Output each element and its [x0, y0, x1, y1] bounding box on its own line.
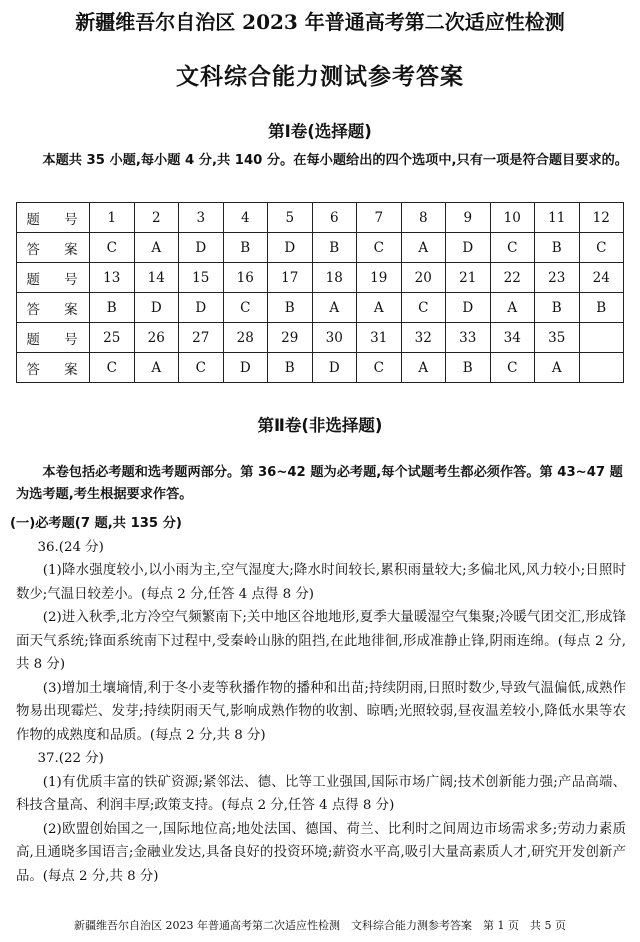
answer-cell: D [134, 293, 179, 323]
answer-table [16, 202, 624, 383]
answer-cell: C [490, 353, 535, 383]
answer-cell: A [535, 353, 580, 383]
answer-row [17, 353, 624, 383]
question-number-cell: 35 [535, 323, 580, 353]
answer-cell: D [446, 293, 491, 323]
document-subtitle: 文科综合能力测试参考答案 [176, 64, 464, 90]
answer-cell: D [312, 353, 357, 383]
question-number-cell: 4 [223, 203, 268, 233]
part2-heading: 第Ⅱ卷(非选择题) [257, 416, 383, 435]
question-number-cell: 1 [90, 203, 135, 233]
answer-cell: B [535, 293, 580, 323]
answer-cell: C [579, 233, 624, 263]
q37-part2: (2)欧盟创始国之一,国际地位高;地处法国、德国、荷兰、比利时之间周边市场需求多;劳动力素质高,且通晓多国语言;金融业发达,具备良好的投资环境;薪资水平高,吸引大量高素质人才,研究开发创新产品。(每点 2 分,共 8 分) [16, 821, 626, 884]
question-number-cell: 11 [535, 203, 580, 233]
answer-cell: C [490, 233, 535, 263]
answer-cell: D [179, 233, 224, 263]
answer-cell: A [134, 233, 179, 263]
question-number-cell: 26 [134, 323, 179, 353]
q37-heading: 37.(22 分) [37, 751, 104, 766]
answer-cell: B [90, 293, 135, 323]
question-number-cell: 15 [179, 263, 224, 293]
answer-cell: B [312, 233, 357, 263]
answer-cell: A [401, 353, 446, 383]
question-number-cell: 17 [268, 263, 313, 293]
question-number-cell: 25 [90, 323, 135, 353]
answer-cell: C [179, 353, 224, 383]
question-number-cell: 13 [90, 263, 135, 293]
question-number-cell: 21 [446, 263, 491, 293]
answer-cell: A [401, 233, 446, 263]
question-number-cell: 31 [357, 323, 402, 353]
answer-cell: C [90, 233, 135, 263]
part1-intro: 本题共 35 小题,每小题 4 分,共 140 分。在每小题给出的四个选项中,只有一项是符合题目要求的。 [42, 153, 628, 168]
answer-cell: D [268, 233, 313, 263]
part2-intro: 本卷包括必考题和选考题两部分。第 36~42 题为必考题,每个试题考生都必须作答。第 43~47 题为选考题,考生根据要求作答。 [16, 465, 623, 502]
question-label-cell: 题 号 [17, 263, 90, 293]
question-number-cell: 27 [179, 323, 224, 353]
question-number-cell: 28 [223, 323, 268, 353]
question-number-row [17, 203, 624, 233]
answer-cell: D [223, 353, 268, 383]
answer-cell [579, 353, 624, 383]
answer-cell: C [401, 293, 446, 323]
question-number-cell: 33 [446, 323, 491, 353]
question-label-cell: 题 号 [17, 323, 90, 353]
page-footer: 新疆维吾尔自治区 2023 年普通高考第二次适应性检测 文科综合能力测参考答案 第 1 页 共 5 页 [74, 919, 566, 932]
question-number-cell: 9 [446, 203, 491, 233]
q37-part1: (1)有优质丰富的铁矿资源;紧邻法、德、比等工业强国,国际市场广阔;技术创新能力强;产品高端、科技含量高、利润丰厚;政策支持。(每点 2 分,任答 4 点得 8 分) [16, 774, 626, 813]
question-number-cell: 32 [401, 323, 446, 353]
q36-heading: 36.(24 分) [37, 539, 104, 555]
question-number-cell: 18 [312, 263, 357, 293]
question-number-cell: 34 [490, 323, 535, 353]
answer-label-cell: 答 案 [17, 233, 90, 263]
question-label-cell: 题 号 [17, 203, 90, 233]
question-number-cell: 8 [401, 203, 446, 233]
answer-cell: D [179, 293, 224, 323]
answer-cell: C [223, 293, 268, 323]
question-number-cell: 5 [268, 203, 313, 233]
answer-label-cell: 答 案 [17, 353, 90, 383]
question-number-cell: 29 [268, 323, 313, 353]
part2-body [10, 512, 626, 888]
question-number-cell: 16 [223, 263, 268, 293]
q36-part3: (3)增加土壤墒情,利于冬小麦等秋播作物的播种和出苗;持续阴雨,日照时数少,导致气温偏低,成熟作物易出现霉烂、发芽;持续阴雨天气,影响成熟作物的收割、晾晒;光照较弱,昼夜温差较小,降低水果等农作物的成熟度和品质。(每点 2 分,共 8 分) [16, 680, 626, 743]
question-number-cell: 30 [312, 323, 357, 353]
answer-cell: A [357, 293, 402, 323]
q36-part2: (2)进入秋季,北方冷空气频繁南下;关中地区谷地地形,夏季大量暖湿空气集聚;冷暖气团交汇,形成锋面天气系统;锋面系统南下过程中,受秦岭山脉的阻挡,在此地徘徊,形成准静止锋,阴雨连绵。(每点 2 分,共 8 分) [16, 610, 626, 672]
question-number-cell: 19 [357, 263, 402, 293]
answer-cell: D [446, 233, 491, 263]
question-number-cell: 23 [535, 263, 580, 293]
question-number-cell: 10 [490, 203, 535, 233]
answer-row [17, 293, 624, 323]
answer-cell: B [268, 353, 313, 383]
answer-cell: A [312, 293, 357, 323]
question-number-cell: 2 [134, 203, 179, 233]
answer-cell: B [579, 293, 624, 323]
answer-cell: B [535, 233, 580, 263]
answer-label-cell: 答 案 [17, 293, 90, 323]
question-number-cell: 24 [579, 263, 624, 293]
question-number-cell: 20 [401, 263, 446, 293]
question-number-row [17, 323, 624, 353]
question-number-row [17, 263, 624, 293]
answer-cell: B [268, 293, 313, 323]
answer-cell: B [223, 233, 268, 263]
q36-part1: (1)降水强度较小,以小雨为主,空气湿度大;降水时间较长,累积雨量较大;多偏北风,风力较小;日照时数少;气温日较差小。(每点 2 分,任答 4 点得 8 分) [16, 563, 626, 602]
answer-cell: A [134, 353, 179, 383]
question-number-cell [579, 323, 624, 353]
answer-row [17, 233, 624, 263]
question-number-cell: 12 [579, 203, 624, 233]
question-number-cell: 22 [490, 263, 535, 293]
question-number-cell: 7 [357, 203, 402, 233]
question-number-cell: 3 [179, 203, 224, 233]
section1-heading: (一)必考题(7 题,共 135 分) [10, 516, 182, 531]
answer-cell: A [490, 293, 535, 323]
question-number-cell: 6 [312, 203, 357, 233]
question-number-cell: 14 [134, 263, 179, 293]
answer-cell: C [357, 353, 402, 383]
part1-heading: 第Ⅰ卷(选择题) [268, 122, 372, 141]
answer-cell: B [446, 353, 491, 383]
answer-cell: C [90, 353, 135, 383]
exam-title: 新疆维吾尔自治区 2023 年普通高考第二次适应性检测 [75, 10, 565, 34]
answer-cell: C [357, 233, 402, 263]
